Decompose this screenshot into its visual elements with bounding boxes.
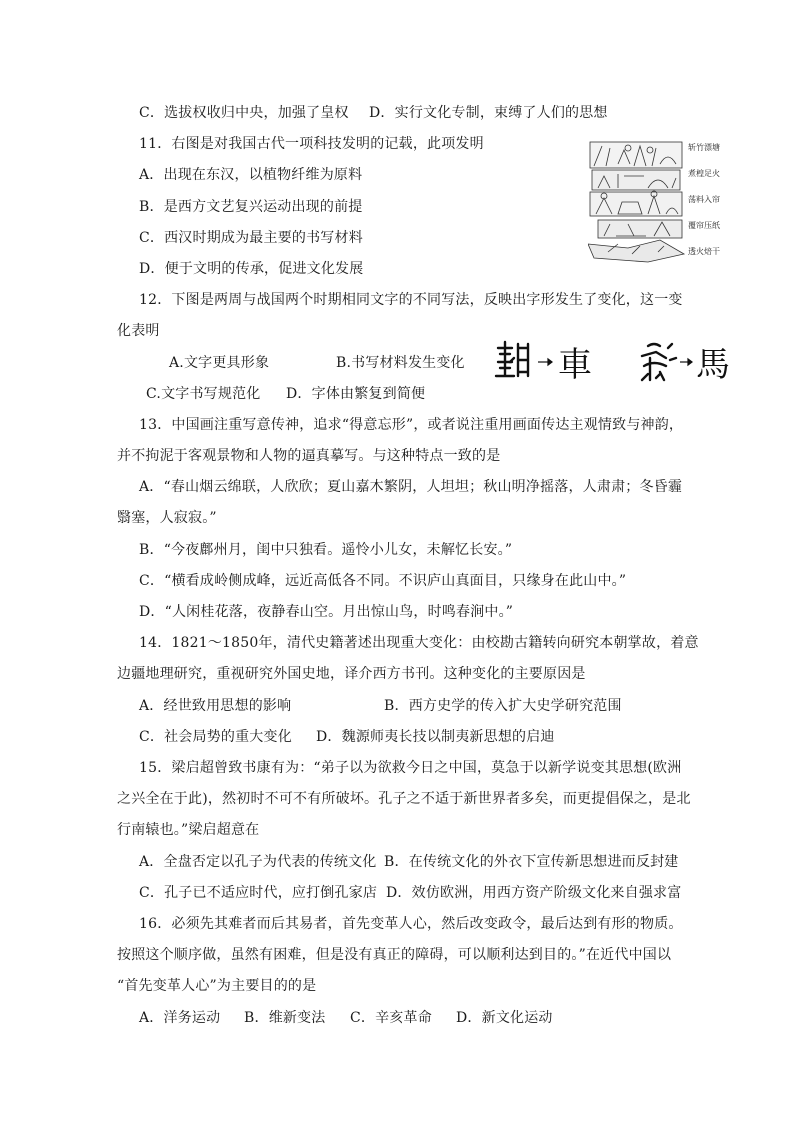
warring-states-ma-glyph: 馬: [696, 345, 730, 385]
q12-stem-line1: 12．下图是两周与战国两个时期相同文字的不同写法，反映出字形发生了变化，这一变: [139, 292, 683, 308]
q14-option-d: D．魏源师夷长技以制夷新思想的启迪: [316, 729, 555, 745]
q13-option-a-line1: A．“春山烟云绵联，人欣欣；夏山嘉木繁阴，人坦坦；秋山明净摇落，人肃肃；冬昏霾: [139, 479, 683, 495]
q11-option-b: B．是西方文艺复兴运动出现的前提: [139, 199, 363, 215]
q16-option-a: A．洋务运动: [139, 1010, 221, 1026]
q15-stem-line3: 行南辕也。”梁启超意在: [117, 822, 260, 838]
q15-option-c: C．孔子已不适应时代，应打倒孔家店: [139, 885, 378, 901]
q15-option-b: B．在传统文化的外衣下宣传新思想进而反封建: [384, 854, 679, 870]
q15-stem-line1: 15．梁启超曾致书康有为：“弟子以为欲救今日之中国，莫急于以新学说变其思想(欧洲: [139, 760, 682, 776]
papermaking-figure: [588, 136, 734, 266]
q13-stem-line2: 并不拘泥于客观景物和人物的逼真摹写。与这种特点一致的是: [117, 448, 501, 464]
q16-option-b: B．维新变法: [244, 1010, 326, 1026]
fig-label-4: 覆帘压纸: [688, 221, 720, 230]
q14-option-a: A．经世致用思想的影响: [139, 698, 292, 714]
q12-option-b: B.书写材料发生变化: [336, 355, 465, 371]
q12-stem-line2: 化表明: [117, 323, 160, 339]
arrow-icon: [680, 359, 692, 365]
q15-option-a: A．全盘否定以孔子为代表的传统文化: [139, 854, 377, 870]
q10-option-c: C．选拔权收归中央，加强了皇权: [139, 105, 349, 121]
arrow-icon: [538, 359, 552, 365]
q14-stem-line2: 边疆地理研究，重视研究外国史地，译介西方书刊。这种变化的主要原因是: [117, 666, 586, 682]
q14-option-b: B．西方史学的传入扩大史学研究范围: [384, 698, 622, 714]
fig-label-5: 透火焙干: [688, 247, 720, 256]
q14-option-c: C．社会局势的重大变化: [139, 729, 292, 745]
q11-stem: 11．右图是对我国古代一项科技发明的记载，此项发明: [139, 136, 484, 152]
q16-stem-line3: “首先变革人心”为主要目的的是: [117, 978, 317, 994]
bronze-ma-glyph: [642, 344, 676, 380]
q16-option-d: D．新文化运动: [456, 1010, 553, 1026]
q13-option-a-line2: 翳塞，人寂寂。”: [117, 510, 217, 526]
q16-option-c: C．辛亥革命: [350, 1010, 432, 1026]
papermaking-drawing: [588, 142, 684, 262]
q10-option-d: D．实行文化专制，束缚了人们的思想: [369, 105, 608, 121]
q11-option-a: A．出现在东汉，以植物纤维为原料: [139, 167, 363, 183]
q12-option-d: D．字体由繁复到简便: [286, 386, 426, 402]
ancient-characters-figure: [494, 338, 734, 386]
q14-stem-line1: 14．1821～1850年，清代史籍著述出现重大变化：由校勘古籍转向研究本朝掌故，着意: [139, 635, 699, 651]
fig-label-3: 荡料入帘: [688, 195, 720, 204]
q13-option-c: C．“横看成岭侧成峰，远近高低各不同。不识庐山真面目，只缘身在此山中。”: [139, 573, 627, 589]
q16-stem-line1: 16．必须先其难者而后其易者，首先变革人心，然后改变政令，最后达到有形的物质。: [139, 916, 683, 932]
q15-option-d: D．效仿欧洲，用西方资产阶级文化来自强求富: [386, 885, 682, 901]
q13-option-d: D．“人闲桂花落，夜静春山空。月出惊山鸟，时鸣春涧中。”: [139, 604, 514, 620]
q13-option-b: B．“今夜鄜州月，闺中只独看。遥怜小儿女，未解忆长安。”: [139, 542, 513, 558]
warring-states-che-glyph: 車: [558, 345, 592, 385]
bronze-che-glyph: [496, 342, 528, 376]
q12-option-a: A.文字更具形象: [169, 355, 270, 371]
q11-option-c: C．西汉时期成为最主要的书写材料: [139, 230, 363, 246]
q15-stem-line2: 之兴全在于此)，然初时不可不有所破坏。孔子之不适于新世界者多矣，而更提倡保之，是北: [117, 791, 691, 807]
q16-stem-line2: 按照这个顺序做，虽然有困难，但是没有真正的障碍，可以顺利达到目的。”在近代中国以: [117, 947, 672, 963]
q12-option-c: C.文字书写规范化: [146, 386, 261, 402]
fig-label-2: 煮楻足火: [688, 169, 720, 178]
fig-label-1: 斩竹漂塘: [688, 143, 720, 152]
q13-stem-line1: 13．中国画注重写意传神，追求“得意忘形”，或者说注重用画面传达主观情致与神韵，: [139, 417, 684, 433]
q11-option-d: D．便于文明的传承，促进文化发展: [139, 261, 364, 277]
